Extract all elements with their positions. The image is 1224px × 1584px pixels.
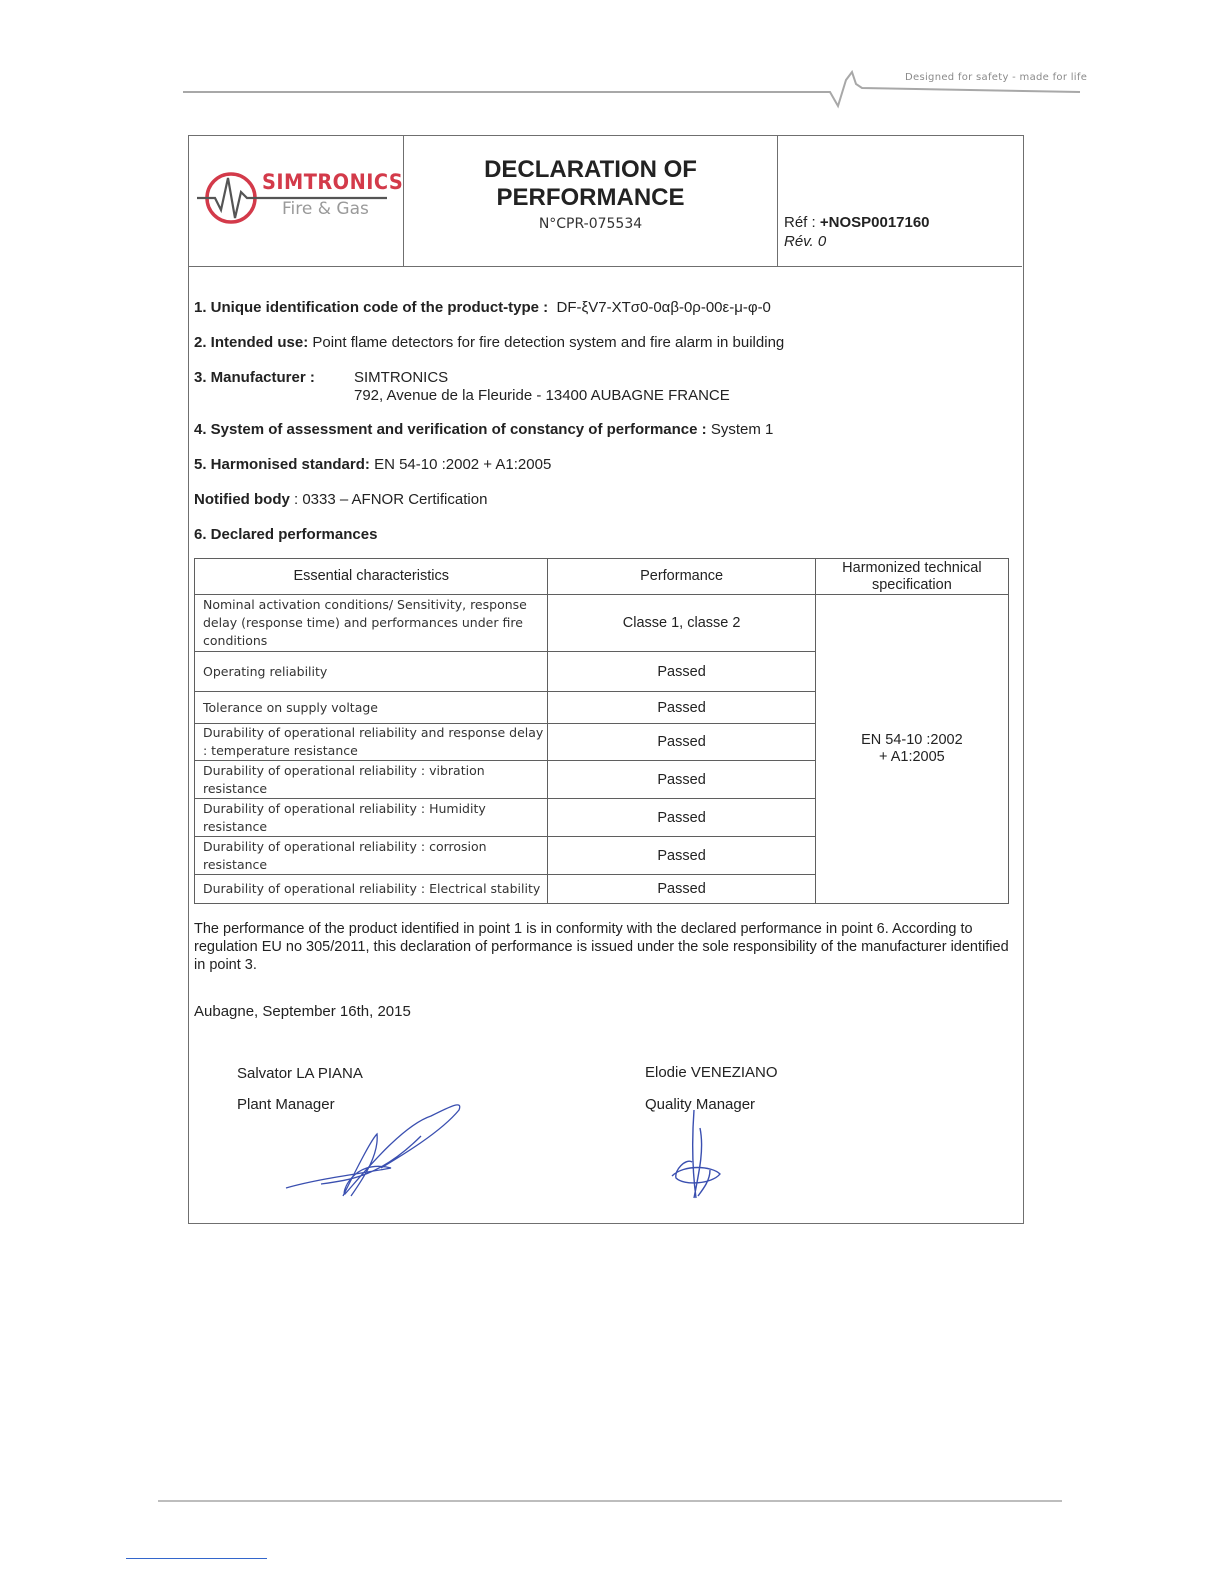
header-characteristics: Essential characteristics [195, 559, 548, 595]
signatory-1-role: Plant Manager [237, 1096, 335, 1113]
characteristic-cell: Operating reliability [195, 652, 548, 692]
characteristic-cell: Durability of operational reliability : Humidity resistance [195, 799, 548, 837]
section-5-label: 5. Harmonised standard: [194, 456, 370, 473]
section-3 [194, 369, 315, 386]
performance-cell: Passed [548, 692, 815, 724]
section-1-value: DF-ξV7-XTσ0-0αβ-0ρ-00ε-μ-φ-0 [556, 299, 771, 316]
conformity-statement: The performance of the product identified in point 1 is in conformity with the declared performance in point 6. According to regulation EU no 305/2011, this declaration of performance is issued under the sole responsibility of the manufacturer identified in point 3. [194, 921, 1009, 973]
section-5 [194, 456, 551, 473]
section-4-label: 4. System of assessment and verification of constancy of performance : [194, 421, 707, 438]
performance-cell: Passed [548, 875, 815, 904]
signature-2-icon [664, 1108, 724, 1203]
section-1 [194, 299, 771, 316]
notified-body-value: : 0333 – AFNOR Certification [289, 491, 488, 508]
title-line-2: PERFORMANCE [496, 184, 685, 211]
notified-body-label: Notified body [194, 491, 290, 508]
signature-1-icon [281, 1096, 471, 1206]
characteristic-cell: Durability of operational reliability : Electrical stability [195, 875, 548, 904]
characteristic-cell: Durability of operational reliability : corrosion resistance [195, 837, 548, 875]
document-header [189, 136, 1022, 267]
performance-cell: Passed [548, 837, 815, 875]
section-2-label: 2. Intended use: [194, 334, 309, 351]
section-6 [194, 526, 377, 543]
signatory-2-role: Quality Manager [645, 1096, 756, 1113]
characteristic-cell: Tolerance on supply voltage [195, 692, 548, 724]
reference [784, 214, 930, 231]
section-2 [194, 334, 784, 351]
performance-cell: Passed [548, 652, 815, 692]
signatory-1-name: Salvator LA PIANA [237, 1065, 363, 1082]
place-and-date: Aubagne, September 16th, 2015 [194, 1003, 411, 1020]
footer-rule [158, 1500, 1062, 1502]
section-2-value: Point flame detectors for fire detection system and fire alarm in building [312, 334, 785, 351]
title-line-1: DECLARATION OF [484, 156, 697, 183]
section-4-value: System 1 [710, 421, 774, 438]
section-1-label: 1. Unique identification code of the product-type : [194, 299, 549, 316]
manufacturer-address [354, 369, 730, 405]
header-specification: Harmonized technical specification [815, 559, 1008, 595]
brand-name: SIMTRONICS [262, 170, 404, 194]
document-number: N°CPR-075534 [538, 216, 643, 232]
performance-cell: Passed [548, 724, 815, 761]
characteristic-cell: Durability of operational reliability : vibration resistance [195, 761, 548, 799]
notified-body [194, 491, 487, 508]
performance-table [194, 558, 1009, 904]
header-performance: Performance [548, 559, 815, 595]
section-3-label: 3. Manufacturer : [194, 369, 315, 386]
table-row [195, 595, 1009, 652]
manufacturer-street: 792, Avenue de la Fleuride - 13400 AUBAGNE FRANCE [354, 387, 730, 404]
section-5-value: EN 54-10 :2002 + A1:2005 [374, 456, 552, 473]
logo-cell [189, 136, 404, 266]
document-title [404, 156, 777, 212]
performance-cell: Passed [548, 799, 815, 837]
performance-cell: Classe 1, classe 2 [548, 595, 815, 652]
section-4 [194, 421, 773, 438]
reference-value: +NOSP0017160 [819, 214, 930, 231]
declaration-frame [188, 135, 1024, 1224]
manufacturer-name: SIMTRONICS [354, 369, 449, 386]
title-cell [404, 136, 778, 266]
characteristic-cell: Nominal activation conditions/ Sensitivity, response delay (response time) and performances under fire conditions [195, 595, 548, 652]
tagline: Designed for safety - made for life [905, 72, 1088, 83]
signatory-2-name: Elodie VENEZIANO [645, 1064, 778, 1081]
reference-label: Réf : [784, 214, 820, 231]
revision: Rév. 0 [784, 233, 827, 250]
brand-subtitle: Fire & Gas [282, 199, 369, 219]
footnote-rule [126, 1558, 267, 1559]
reference-cell [778, 136, 1022, 266]
specification-cell [815, 595, 1008, 904]
performance-cell: Passed [548, 761, 815, 799]
specification-line-2: + A1:2005 [879, 749, 945, 765]
table-header-row [195, 559, 1009, 595]
section-6-label: 6. Declared performances [194, 526, 378, 543]
specification-line-1: EN 54-10 :2002 [861, 732, 963, 748]
characteristic-cell: Durability of operational reliability and response delay : temperature resistance [195, 724, 548, 761]
